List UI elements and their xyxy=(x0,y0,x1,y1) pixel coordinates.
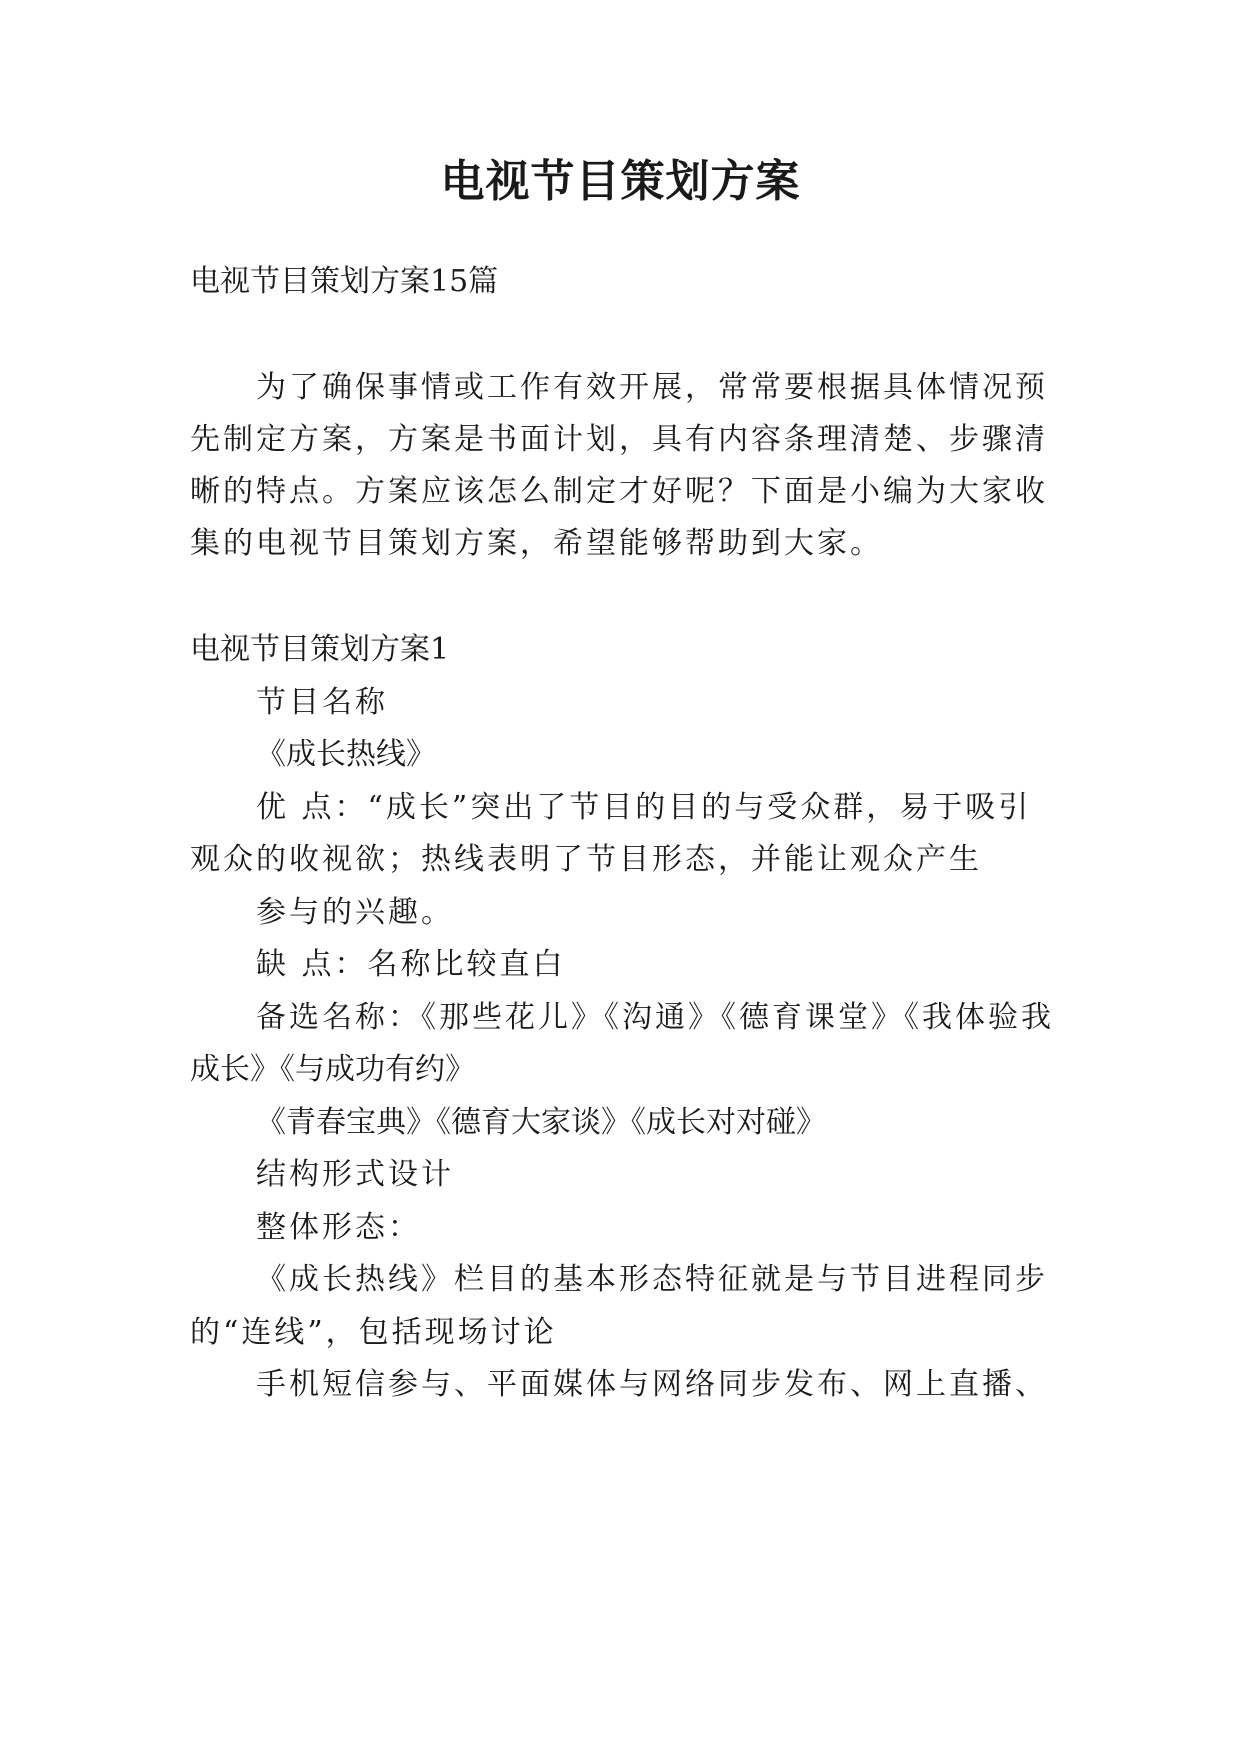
body-line: 手机短信参与、平面媒体与网络同步发布、网上直播、 xyxy=(256,1367,1048,1402)
body-line: 节目名称 xyxy=(256,685,388,720)
body-line: 成长》《与成功有约》 xyxy=(190,1052,475,1087)
body-line: 备选名称：《那些花儿》《沟通》《德育课堂》《我体验我 xyxy=(256,1000,1054,1035)
body-line: 整体形态： xyxy=(256,1210,421,1245)
section-heading: 电视节目策划方案1 xyxy=(190,632,450,667)
intro-line: 先制定方案，方案是书面计划，具有内容条理清楚、步骤清 xyxy=(190,422,1048,457)
body-line: 参与的兴趣。 xyxy=(256,895,454,930)
body-line: 《青春宝典》《德育大家谈》《成长对对碰》 xyxy=(256,1105,826,1140)
body-line: 缺 点：名称比较直白 xyxy=(256,947,566,982)
intro-line: 为了确保事情或工作有效开展，常常要根据具体情况预 xyxy=(256,370,1048,405)
document-title: 电视节目策划方案 xyxy=(440,156,801,207)
intro-line: 晰的特点。方案应该怎么制定才好呢？下面是小编为大家收 xyxy=(190,474,1048,509)
body-line: 《成长热线》 xyxy=(256,737,436,772)
body-line: 《成长热线》栏目的基本形态特征就是与节目进程同步 xyxy=(256,1262,1048,1297)
body-line: 观众的收视欲；热线表明了节目形态，并能让观众产生 xyxy=(190,842,982,877)
body-line: 优 点：“成长”突出了节目的目的与受众群，易于吸引 xyxy=(256,790,1032,825)
body-line: 的“连线”，包括现场讨论 xyxy=(190,1315,557,1350)
body-line: 结构形式设计 xyxy=(256,1157,454,1192)
intro-line: 集的电视节目策划方案，希望能够帮助到大家。 xyxy=(190,526,883,561)
document-subtitle: 电视节目策划方案15篇 xyxy=(190,264,499,299)
